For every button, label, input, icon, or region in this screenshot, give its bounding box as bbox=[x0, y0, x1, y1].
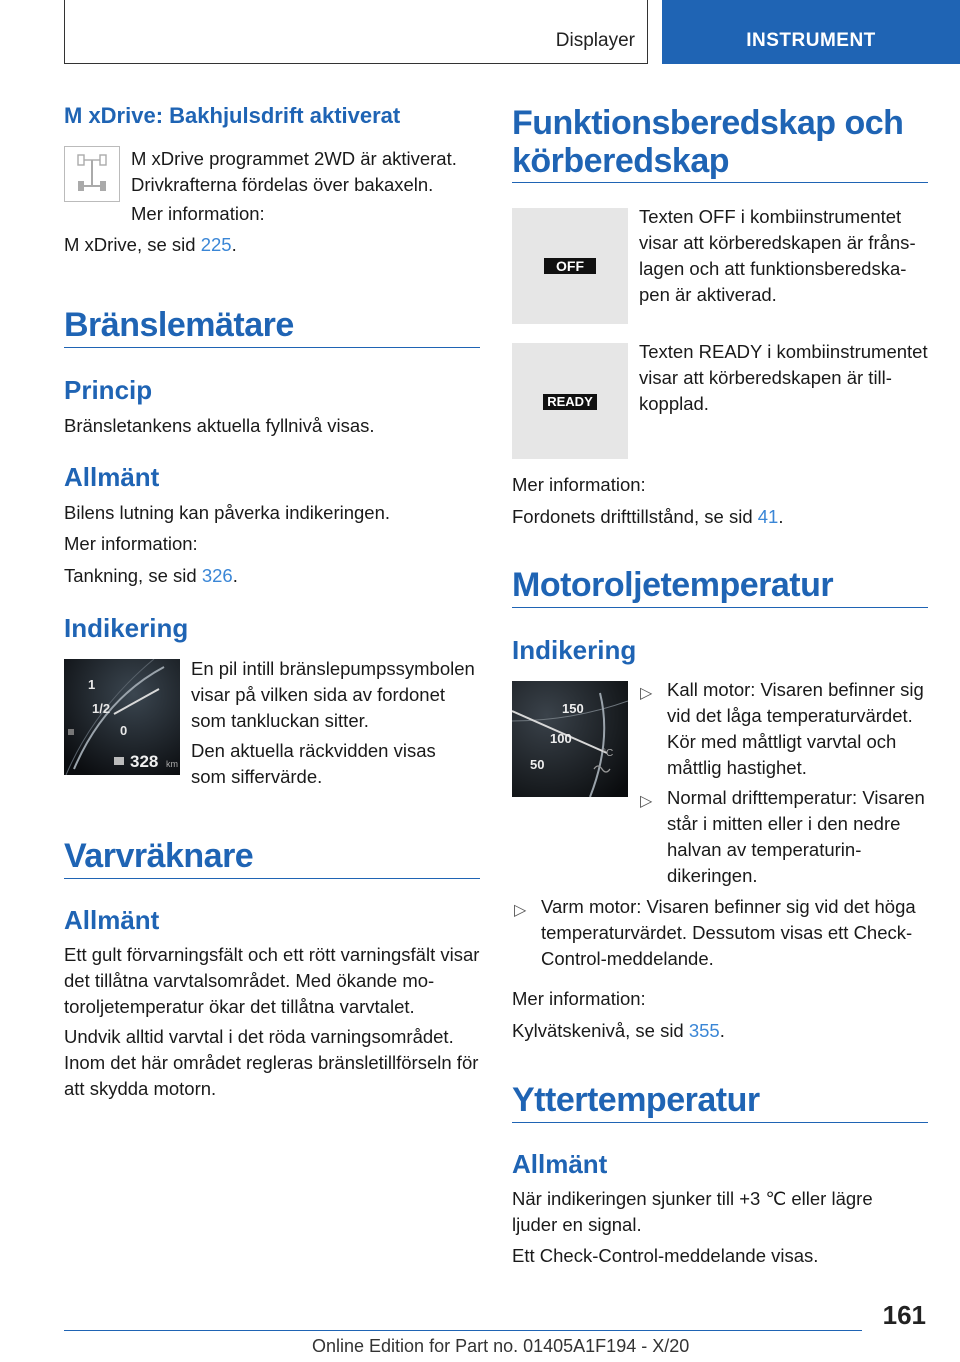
footer-edition: Online Edition for Part no. 01405A1F194 - X/20 bbox=[312, 1336, 690, 1356]
fuel-tick-1: 1 bbox=[88, 677, 96, 692]
bullet-icon-1: ▷ bbox=[640, 685, 653, 702]
temp-tick-100: 100 bbox=[550, 731, 572, 746]
fuel-tick-0: 0 bbox=[120, 723, 128, 738]
mxdrive-reference-text: M xDrive, se sid bbox=[64, 234, 201, 255]
coolant-reference-text: Kylvätskenivå, se sid bbox=[512, 1020, 689, 1041]
readiness-reference-text: Fordonets drifttillstånd, se sid bbox=[512, 506, 758, 527]
fuel-range-unit: km bbox=[166, 759, 178, 769]
bullet-icon-3: ▷ bbox=[514, 902, 527, 919]
tankning-reference-text: Tankning, se sid bbox=[64, 565, 202, 586]
fuel-gauge-image bbox=[64, 659, 180, 775]
fuel-heading-rule bbox=[64, 347, 480, 348]
ready-label: READY bbox=[543, 394, 597, 410]
allmant-heading-3: Allmänt bbox=[512, 1149, 608, 1179]
tachometer-heading: Varvräknare bbox=[64, 837, 254, 875]
footer-rule bbox=[64, 1330, 862, 1331]
tankning-page-link[interactable]: 326 bbox=[201, 565, 233, 586]
bullet-text-warm: Varm motor: Visaren befinner sig vid det höga temperaturvärdet. Dessutom visas ett Check-Control-meddelande. bbox=[541, 896, 916, 969]
readiness-reference: Fordonets drifttillstånd, se sid 41. bbox=[512, 506, 784, 527]
allmant-heading-2: Allmänt bbox=[64, 905, 160, 935]
tankning-reference: Tankning, se sid 326. bbox=[64, 565, 238, 586]
allmant-more-info-1: Mer information: bbox=[64, 533, 198, 554]
coolant-page-link[interactable]: 355 bbox=[688, 1020, 720, 1041]
allmant-text-3b: Ett Check-Control-meddelande visas. bbox=[512, 1245, 819, 1266]
readiness-heading: Funktionsberedskap och körberedskap bbox=[512, 104, 904, 180]
readiness-heading-rule bbox=[512, 182, 928, 183]
oil-temp-more-info: Mer information: bbox=[512, 988, 646, 1009]
indikering-heading-1: Indikering bbox=[64, 613, 189, 643]
outside-temp-heading-rule bbox=[512, 1122, 928, 1123]
bullet-text-normal: Normal drifttemperatur: Visaren står i mitten eller i den nedre halvan av temperaturindikeringen. bbox=[667, 787, 925, 886]
temp-tick-150: 150 bbox=[562, 701, 584, 716]
princip-text: Bränsletankens aktuella fyllnivå visas. bbox=[64, 415, 375, 436]
fuel-gauge-heading: Bränslemätare bbox=[64, 306, 294, 344]
ready-indicator-image bbox=[512, 343, 628, 459]
off-label: OFF bbox=[544, 258, 596, 274]
mxdrive-text: M xDrive programmet 2WD är aktiverat. Drivkrafterna fördelas över bakaxeln. bbox=[131, 148, 457, 195]
allmant-text-2a: Ett gult förvarningsfält och ett rött varningsfält visar det tillåtna varvtalsområdet. Med ökande motoroljetemperatur ökar det tillåtna varvtalet. bbox=[64, 944, 480, 1017]
header-section-label: Displayer bbox=[555, 30, 635, 51]
allmant-heading-1: Allmänt bbox=[64, 462, 160, 492]
ready-text: Texten READY i kombiinstrumentet visar att körberedskapen är tillkopplad. bbox=[639, 341, 928, 414]
header-section-box bbox=[64, 0, 648, 64]
readiness-page-link[interactable]: 41 bbox=[757, 506, 779, 527]
oil-temp-heading-rule bbox=[512, 607, 928, 608]
mxdrive-page-link[interactable]: 225 bbox=[200, 234, 232, 255]
allmant-text-2b: Undvik alltid varvtal i det röda varningsområdet. Inom det här området regleras bränsletillförseln för att skydda motorn. bbox=[64, 1026, 479, 1099]
header-chapter-tab bbox=[662, 0, 960, 64]
bullet-icon-2: ▷ bbox=[640, 793, 653, 810]
indikering-heading-2: Indikering bbox=[512, 635, 637, 665]
page-number: 161 bbox=[882, 1300, 926, 1330]
indikering-text-1: En pil intill bränslepumpssymbolen visar på vilken sida av fordonet som tankluckan sitter. bbox=[191, 658, 475, 731]
princip-heading: Princip bbox=[64, 375, 153, 405]
tachometer-heading-rule bbox=[64, 878, 480, 879]
indikering-text-2: Den aktuella räckvidden visas som siffervärde. bbox=[191, 740, 436, 787]
mxdrive-heading: M xDrive: Bakhjulsdrift aktiverat bbox=[64, 103, 401, 128]
mxdrive-2wd-icon bbox=[64, 146, 120, 202]
oil-temp-heading: Motoroljetemperatur bbox=[512, 566, 834, 604]
allmant-text-3a: När indikeringen sjunker till +3 ℃ eller lägre ljuder en signal. bbox=[512, 1188, 873, 1235]
outside-temp-heading: Yttertemperatur bbox=[512, 1081, 760, 1119]
allmant-text-1: Bilens lutning kan påverka indikeringen. bbox=[64, 502, 391, 523]
coolant-reference: Kylvätskenivå, se sid 355. bbox=[512, 1020, 725, 1041]
header-chapter-label: INSTRUMENT bbox=[746, 30, 876, 51]
mxdrive-more-info: Mer information: bbox=[131, 203, 265, 224]
temp-unit: °C bbox=[602, 748, 614, 759]
off-text: Texten OFF i kombiinstrumentet visar att körberedskapen är frånslagen och att funktionsberedskapen är aktiverad. bbox=[639, 206, 916, 305]
fuel-range-value: 328 bbox=[130, 752, 159, 771]
mxdrive-reference: M xDrive, se sid 225. bbox=[64, 234, 237, 255]
fuel-tick-half: 1/2 bbox=[92, 701, 111, 716]
temp-tick-50: 50 bbox=[530, 757, 545, 772]
bullet-text-cold: Kall motor: Visaren befinner sig vid det låga temperaturvärdet. Kör med måttligt varvtal och måttlig hastighet. bbox=[667, 679, 924, 778]
readiness-more-info: Mer information: bbox=[512, 474, 646, 495]
off-indicator-image bbox=[512, 208, 628, 324]
oil-temp-gauge-image bbox=[512, 681, 628, 797]
